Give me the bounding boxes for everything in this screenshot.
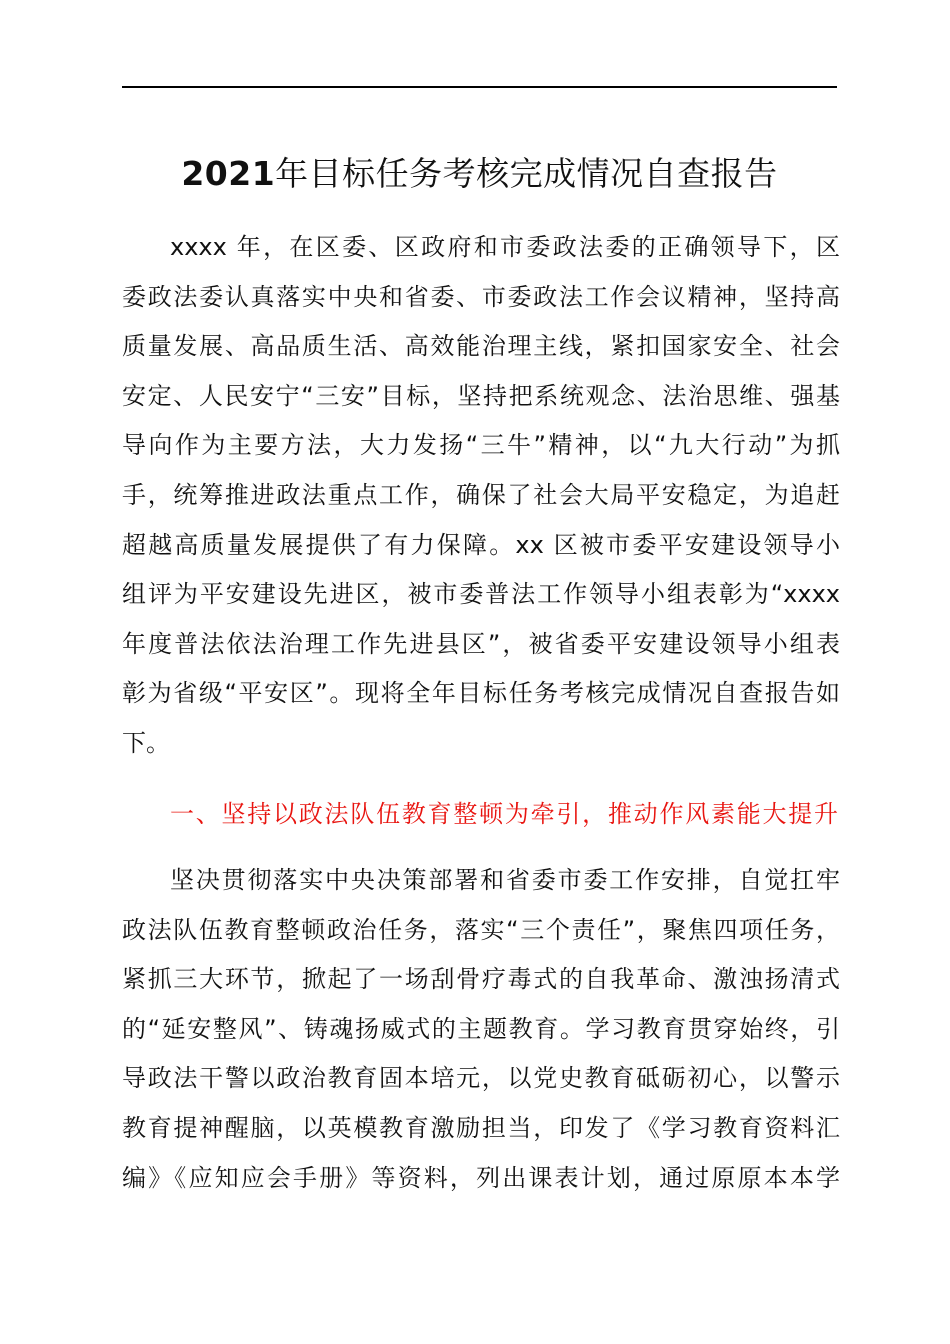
- text-line: 政法队伍教育整顿政治任务，落实“三个责任”，聚焦四项任务，: [122, 915, 840, 944]
- text-line: 委政法委认真落实中央和省委、市委政法工作会议精神，坚持高: [122, 282, 840, 311]
- page-title: [122, 150, 837, 198]
- paragraph-intro: [122, 223, 840, 769]
- title-text: 年目标任务考核完成情况自查报告: [275, 154, 778, 193]
- text-line: 安定、人民安宁“三安”目标，坚持把系统观念、法治思维、强基: [122, 381, 840, 410]
- text-line: 质量发展、高品质生活、高效能治理主线，紧扣国家安全、社会: [122, 332, 840, 361]
- text-line: 下。: [122, 728, 170, 757]
- text-line: 教育提神醒脑，以英模教育激励担当，印发了《学习教育资料汇: [122, 1113, 840, 1142]
- text-line: 组评为平安建设先进区，被市委普法工作领导小组表彰为“xxxx: [122, 580, 840, 609]
- text-line: 彰为省级“平安区”。现将全年目标任务考核完成情况自查报告如: [122, 679, 840, 708]
- text-line: 的“延安整风”、铸魂扬威式的主题教育。学习教育贯穿始终，引: [122, 1014, 840, 1043]
- header-rule: [122, 86, 837, 88]
- text-line: 导政法干警以政治教育固本培元，以党史教育砥砺初心，以警示: [122, 1064, 840, 1093]
- section-heading-1: 一、坚持以政法队伍教育整顿为牵引，推动作风素能大提升: [170, 800, 838, 828]
- text-line: 超越高质量发展提供了有力保障。xx 区被市委平安建设领导小: [122, 530, 840, 559]
- text-line: 紧抓三大环节，掀起了一场刮骨疗毒式的自我革命、激浊扬清式: [122, 965, 840, 994]
- text-line: 坚决贯彻落实中央决策部署和省委市委工作安排，自觉扛牢: [170, 866, 840, 894]
- paragraph-section-1: [122, 856, 840, 1203]
- text-line: xxxx 年，在区委、区政府和市委政法委的正确领导下，区: [170, 233, 840, 261]
- text-line: 编》《应知应会手册》等资料，列出课表计划，通过原原本本学: [122, 1163, 840, 1192]
- text-line: 手，统筹推进政法重点工作，确保了社会大局平安稳定，为追赶: [122, 480, 840, 509]
- text-line: 年度普法依法治理工作先进县区”，被省委平安建设领导小组表: [122, 629, 840, 658]
- text-line: 导向作为主要方法，大力发扬“三牛”精神，以“九大行动”为抓: [122, 431, 840, 460]
- title-year: 2021: [181, 154, 276, 193]
